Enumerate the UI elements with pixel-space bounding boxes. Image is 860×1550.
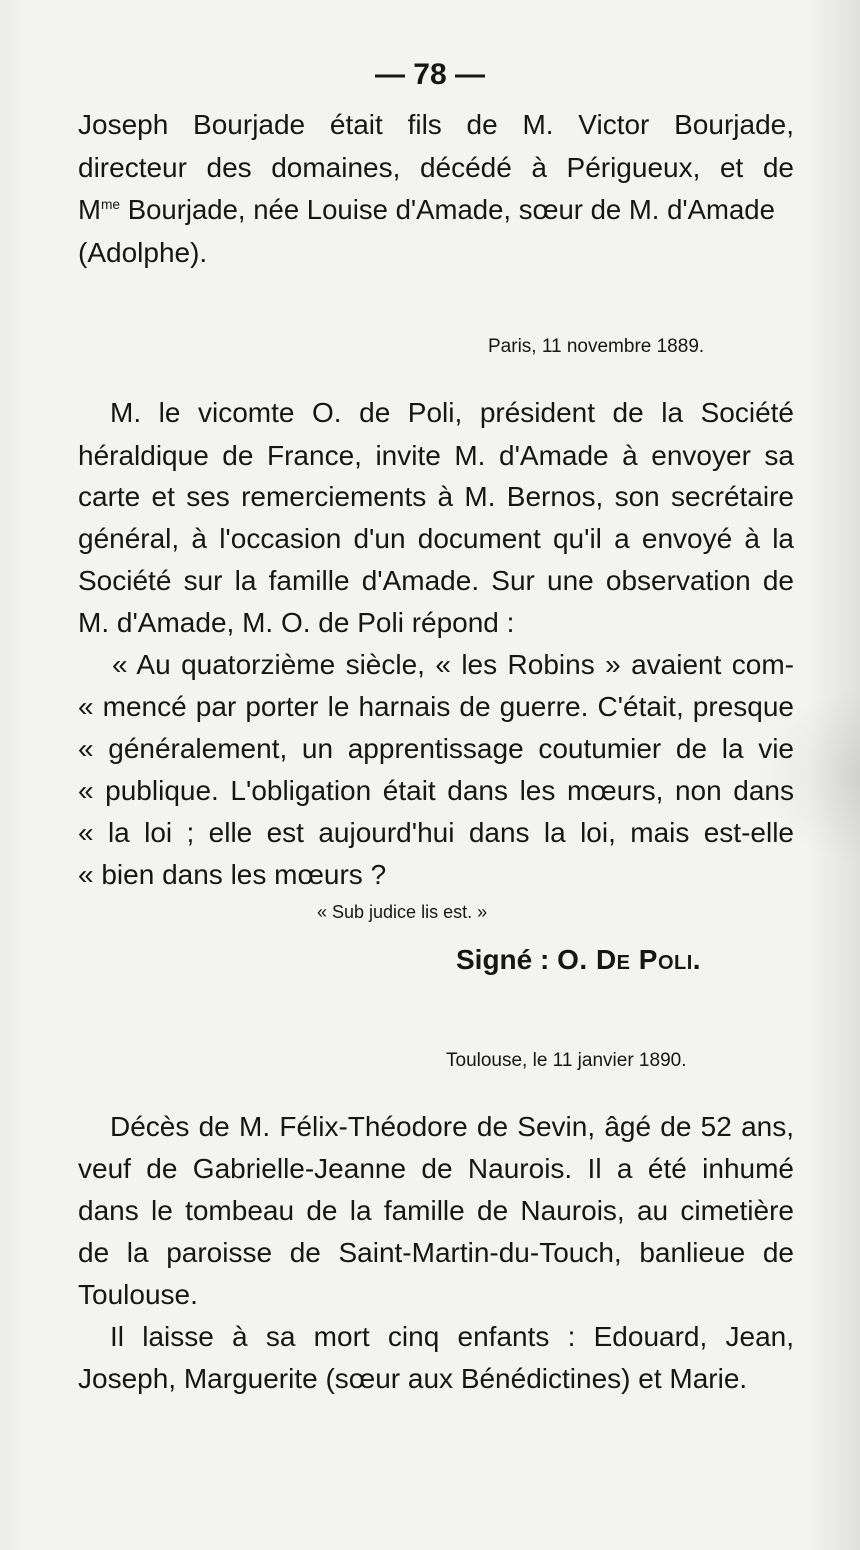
paragraph-1-line-3-rest: Bourjade, née Louise d'Amade, sœur de M. d'Amade [120, 194, 775, 225]
paragraph-1-line-3-superscript: me [100, 196, 121, 212]
paragraph-1-line-3 [78, 190, 794, 230]
paragraph-1-line-1: Joseph Bourjade était fils de M. Victor Bourjade, [78, 109, 794, 140]
paragraph-2-line-4: général, à l'occasion d'un document qu'il a envoyé à la [78, 523, 794, 554]
dateline-toulouse: Toulouse, le 11 janvier 1890. [446, 1050, 687, 1071]
latin-quote: « Sub judice lis est. » [317, 902, 488, 922]
signature [456, 940, 701, 980]
signature-name: O. De Poli. [557, 944, 702, 975]
paragraph-3-line-1: Décès de M. Félix-Théodore de Sevin, âgé de 52 ans, [110, 1111, 794, 1142]
paragraph-2-line-5: Société sur la famille d'Amade. Sur une observation de [78, 565, 794, 596]
paragraph-3-line-3: dans le tombeau de la famille de Naurois, au cimetière [78, 1195, 794, 1226]
quote-line-1: « Au quatorzième siècle, « les Robins » avaient com- [112, 649, 794, 680]
paragraph-3-line-4: de la paroisse de Saint-Martin-du-Touch, banlieue de [78, 1237, 794, 1268]
signature-prefix: Signé : [456, 944, 558, 975]
page-number: — 78 — [374, 58, 486, 91]
paragraph-1-line-3-prefix: M [78, 194, 101, 225]
paragraph-4-line-1: Il laisse à sa mort cinq enfants : Edouard, Jean, [110, 1321, 794, 1352]
paragraph-3-line-2: veuf de Gabrielle-Jeanne de Naurois. Il a été inhumé [78, 1153, 794, 1184]
paragraph-2-line-3: carte et ses remerciements à M. Bernos, son secrétaire [78, 481, 794, 512]
quote-line-2: « mencé par porter le harnais de guerre. C'était, presque [78, 691, 794, 722]
quote-line-6: « bien dans les mœurs ? [78, 859, 387, 890]
paragraph-2-line-2: héraldique de France, invite M. d'Amade à envoyer sa [78, 440, 794, 471]
paragraph-1-line-4: (Adolphe). [78, 237, 208, 268]
paragraph-2-line-1: M. le vicomte O. de Poli, président de la Société [110, 397, 794, 428]
quote-line-4: « publique. L'obligation était dans les mœurs, non dans [78, 775, 794, 806]
quote-line-3: « généralement, un apprentissage coutumier de la vie [78, 733, 794, 764]
paragraph-4-line-2: Joseph, Marguerite (sœur aux Bénédictines) et Marie. [78, 1363, 748, 1394]
dateline-paris: Paris, 11 novembre 1889. [488, 336, 705, 357]
paragraph-2-line-6: M. d'Amade, M. O. de Poli répond : [78, 607, 515, 638]
paragraph-1-line-2: directeur des domaines, décédé à Périgueux, et de [78, 152, 794, 183]
paragraph-3-line-5: Toulouse. [78, 1279, 198, 1310]
quote-line-5: « la loi ; elle est aujourd'hui dans la loi, mais est-elle [78, 817, 794, 848]
